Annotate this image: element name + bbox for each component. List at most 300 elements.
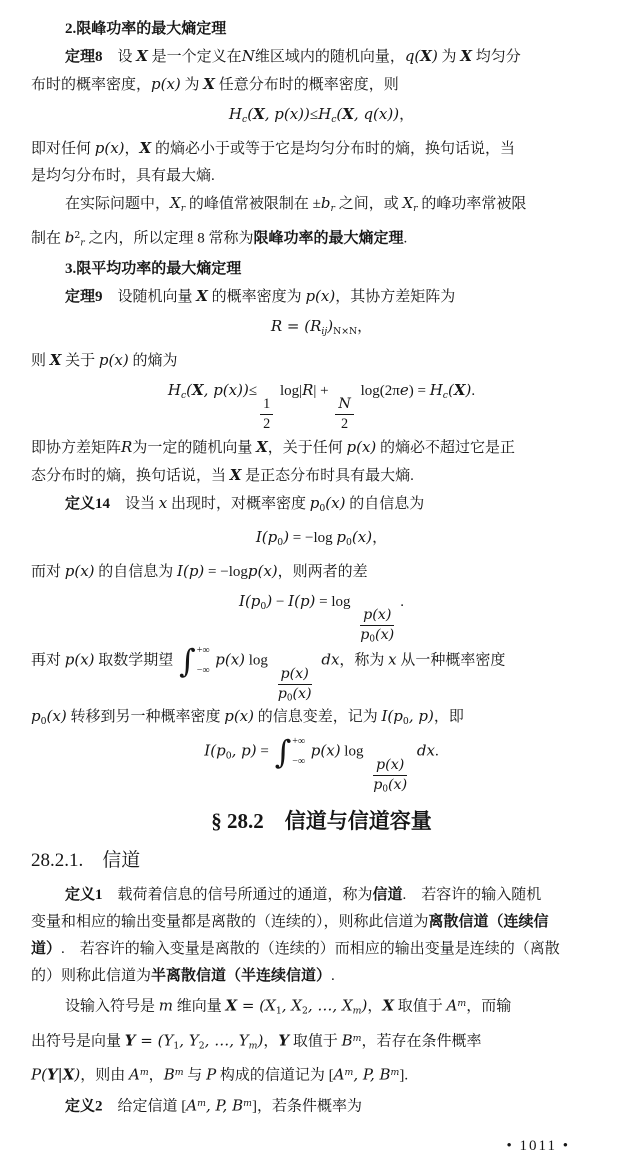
text-run: 0	[369, 634, 376, 645]
text-run: 2.限峰功率的最大熵定理	[65, 21, 227, 37]
text-run: X	[265, 997, 276, 1016]
fraction-numerator	[335, 396, 353, 414]
text-run: ，	[148, 1067, 164, 1084]
fraction-denominator	[338, 415, 351, 432]
text-run: X	[256, 438, 268, 457]
definition14-line2	[31, 558, 612, 586]
text-run: 任意分布时的概率密度，则	[214, 77, 399, 93]
text-run: Y	[278, 1031, 290, 1050]
fraction	[260, 396, 273, 432]
text-run: ，若存在条件概率	[361, 1033, 482, 1050]
text-run: ，则两者的差	[277, 563, 368, 580]
text-run: 是正态分布时具有最大熵.	[241, 468, 414, 485]
text-run: 转移到另一种概率密度	[66, 709, 225, 726]
theorem9-line1	[31, 283, 612, 311]
text-run: 的概率密度为	[207, 288, 306, 305]
integral	[179, 642, 210, 681]
text-run: | +	[313, 382, 333, 399]
text-run: X	[382, 997, 394, 1016]
text-run: ，	[372, 529, 388, 546]
fraction-numerator	[373, 757, 407, 775]
text-run: Y	[46, 1065, 58, 1084]
text-run: ，	[357, 318, 373, 335]
text-run: 给定信道 [	[102, 1098, 187, 1115]
text-run: , …,	[204, 1031, 239, 1050]
text-run: m	[158, 997, 173, 1016]
text-run: 0	[225, 750, 232, 762]
text-run: X	[402, 193, 414, 212]
text-run: 载荷着信息的信号所通过的通道，称为	[102, 887, 373, 904]
text-run: = log	[315, 593, 355, 610]
text-run: I(p)	[177, 561, 205, 580]
text-run: x	[388, 650, 397, 669]
text-run: P	[362, 1065, 370, 1084]
text-run: p(x)	[224, 707, 254, 726]
text-run: 均匀分	[471, 49, 521, 65]
text-run: X	[420, 47, 432, 65]
text-run: 之内，所以定理 8 常称为	[84, 230, 254, 247]
text-run: = −log	[289, 529, 337, 546]
text-run: )	[431, 47, 438, 65]
text-run: 2	[301, 1005, 308, 1017]
text-run: 设	[102, 49, 137, 65]
text-run: 0	[286, 693, 293, 704]
text-run: X	[203, 75, 215, 93]
text-run: H	[167, 380, 181, 399]
text-run: )	[257, 1031, 264, 1050]
text-run: 定义2	[65, 1098, 103, 1115]
text-run: 半离散信道（半连续信道）	[151, 968, 332, 985]
text-run: (x)	[46, 707, 67, 726]
text-run: =	[256, 743, 273, 760]
text-run: p(x)	[151, 75, 181, 93]
text-run: 信道	[372, 887, 403, 904]
text-run: X	[460, 47, 472, 65]
text-run: R	[310, 316, 322, 335]
text-run: p(x)	[64, 650, 95, 669]
text-run: 设随机向量	[102, 288, 197, 305]
definition1-line2	[31, 909, 612, 936]
text-run: 0	[260, 600, 267, 612]
text-run: 离散信道（连续信	[428, 914, 549, 931]
text-run: ≤	[248, 382, 258, 399]
text-run: x	[158, 494, 168, 513]
text-run: p(x)	[280, 666, 309, 683]
text-run: 是一个定义在	[147, 49, 242, 65]
definition1-line1	[31, 882, 612, 909]
text-run: .	[434, 743, 439, 760]
text-run: ，即	[433, 709, 464, 726]
text-run: 设输入符号是	[65, 999, 159, 1016]
text-run: 之间，或	[334, 195, 403, 212]
heading-peak-power-theorem	[31, 16, 612, 43]
text-run: H	[318, 105, 332, 123]
text-run: p	[31, 707, 41, 726]
text-run: p(x)	[305, 286, 336, 305]
theorem8-line1	[31, 43, 612, 71]
text-run: p(x)	[98, 350, 129, 369]
fraction-numerator	[278, 666, 312, 684]
text-run: m	[248, 1040, 258, 1052]
text-run: 的熵为	[128, 352, 178, 369]
practical-note-line1	[31, 190, 612, 222]
text-run: 为	[180, 77, 204, 93]
text-run: p	[277, 685, 287, 702]
definition1-line4	[31, 963, 612, 990]
text-run: I(p	[204, 741, 226, 760]
text-run: X	[291, 997, 302, 1016]
text-run: 2	[198, 1040, 205, 1052]
text-run: , p)	[231, 741, 257, 760]
heading-average-power-theorem	[31, 256, 612, 283]
fraction-denominator	[370, 776, 410, 795]
text-run: 1	[275, 1005, 282, 1017]
text-run: (x)	[375, 626, 395, 643]
text-run: P	[215, 1096, 223, 1115]
text-run: 的信息变差，记为	[253, 709, 382, 726]
text-run: 则	[31, 352, 50, 369]
text-run: .	[331, 968, 335, 985]
text-run: )	[361, 997, 368, 1016]
text-run: 变量和相应的输出变量都是离散的（连续的），则称此信道为	[31, 914, 429, 931]
text-run: 在实际问题中，	[65, 195, 171, 212]
section-title: § 28.2 信道与信道容量	[211, 809, 432, 834]
text-run: 关于	[61, 352, 99, 369]
text-run: 定理8	[65, 49, 103, 65]
text-run: X	[342, 105, 354, 123]
integral-lower-limit: −∞	[292, 756, 306, 768]
text-run: B	[379, 1065, 391, 1084]
text-run: N	[338, 396, 351, 413]
text-run: )	[283, 527, 290, 546]
integral-sign-icon: ∫	[179, 642, 196, 681]
text-run: m	[243, 1097, 252, 1109]
channel-setup-line1	[31, 990, 612, 1024]
text-run: )	[74, 1065, 81, 1084]
text-run: q(	[404, 47, 421, 65]
formula-covariance-matrix	[31, 313, 612, 345]
fraction-numerator	[260, 396, 273, 414]
text-run: ，	[367, 999, 383, 1016]
text-run: N×N	[333, 325, 358, 337]
text-run: m	[344, 1067, 354, 1079]
channel-setup-line2	[31, 1025, 612, 1059]
text-run: N	[241, 47, 255, 65]
text-run: X	[192, 380, 204, 399]
definition14-line3	[31, 642, 612, 704]
text-run: 从一种概率密度	[396, 652, 506, 669]
text-run: . 若容许的输入变量是离散的（连续的）而相应的输出变量是连续的（离散	[61, 941, 560, 958]
text-run: m	[352, 1032, 362, 1044]
text-run: = (	[237, 997, 266, 1016]
text-run: 设当	[110, 496, 159, 513]
text-run: ，	[124, 140, 140, 157]
text-run: |	[57, 1065, 63, 1084]
theorem9-line2	[31, 347, 612, 375]
text-run: 的峰功率常被限	[417, 195, 527, 212]
text-run: X	[341, 997, 353, 1016]
text-run: 维向量	[173, 999, 226, 1016]
fraction	[370, 757, 410, 794]
text-run: ，称为	[339, 652, 389, 669]
fraction-denominator	[357, 626, 397, 645]
text-run: X	[253, 105, 265, 123]
text-run: A	[129, 1065, 140, 1084]
text-run: dx	[321, 650, 340, 669]
text-run: 定义1	[65, 887, 103, 904]
text-run: 1	[263, 396, 271, 413]
text-run: I(p	[381, 707, 403, 726]
formula-self-information	[31, 524, 612, 556]
text-run: X	[49, 350, 62, 369]
text-run: r	[413, 202, 418, 214]
text-run: 2	[263, 415, 271, 432]
text-run: 取值于	[394, 999, 447, 1016]
text-run: p(x)	[215, 650, 246, 669]
text-run: p	[360, 626, 370, 643]
text-run: (	[448, 380, 454, 399]
text-run: )	[327, 316, 334, 335]
text-run: B	[341, 1031, 353, 1050]
text-run: 0	[40, 716, 47, 728]
text-run: m	[139, 1067, 149, 1079]
fraction	[275, 666, 315, 703]
text-run: A	[446, 997, 458, 1016]
text-run: .	[471, 382, 476, 399]
text-run: (x)	[325, 494, 346, 513]
integral-upper-limit: +∞	[196, 645, 210, 657]
text-run: 0	[382, 784, 388, 795]
text-run: X	[139, 138, 152, 157]
text-run: 维区域内的随机向量，	[254, 49, 405, 65]
text-run: ，则由	[80, 1067, 129, 1084]
text-run: 2	[341, 415, 349, 432]
text-run: 为一定的随机向量	[132, 440, 257, 457]
text-run: R	[302, 380, 314, 399]
definition1-line3	[31, 936, 612, 963]
theorem8-line2	[31, 71, 612, 99]
text-run: e	[399, 380, 409, 399]
text-run: 的自信息为	[345, 496, 425, 513]
text-run: log|	[276, 382, 303, 399]
text-run: r	[180, 202, 186, 214]
text-run: ,	[369, 1065, 380, 1084]
text-run: p(x)	[247, 561, 278, 580]
text-run: 定义14	[65, 496, 111, 513]
text-run: p(x)	[94, 138, 125, 157]
text-run: , p(x))	[264, 105, 310, 123]
text-run: B	[232, 1096, 244, 1115]
text-run: ,	[205, 1096, 216, 1115]
formula-hc-inequality	[31, 101, 612, 133]
text-run: ].	[399, 1067, 409, 1084]
text-run: ,	[281, 997, 292, 1016]
text-run: (x)	[292, 685, 312, 702]
text-run: 是均匀分布时，具有最大熵.	[31, 167, 215, 184]
subsection-title: 28.2.1. 信道	[31, 850, 141, 872]
fraction	[335, 396, 353, 432]
integral-limits	[292, 737, 305, 767]
text-run: I(p)	[288, 591, 316, 610]
text-run: 0	[277, 536, 284, 548]
practical-note-line2	[31, 222, 612, 256]
text-run: 1	[173, 1040, 180, 1052]
text-run: b	[320, 193, 331, 212]
text-run: 的熵必不超过它是正	[376, 440, 516, 457]
text-run: 再对	[31, 652, 65, 669]
text-run: A	[333, 1065, 345, 1084]
text-run: 的熵必小于或等于它是均匀分布时的熵，换句话说，当	[151, 140, 515, 157]
definition2-line1	[31, 1090, 612, 1121]
text-run: B	[163, 1065, 175, 1084]
page-number: • 1011 •	[506, 1137, 570, 1154]
text-run: 态分布时的熵，换句话说，当	[31, 468, 230, 485]
text-run: , q(x))	[353, 105, 400, 123]
formula-information-difference	[31, 588, 612, 645]
text-run: log	[340, 743, 368, 760]
text-run: 构成的信道记为 [	[216, 1067, 334, 1084]
text-run: 2	[74, 229, 81, 241]
text-run: 定理9	[65, 288, 103, 305]
text-run: P(	[31, 1065, 47, 1084]
text-run: 出符号是向量	[31, 1033, 125, 1050]
text-run: r	[330, 202, 335, 214]
text-run: = (	[135, 1031, 164, 1050]
text-run: 0	[402, 716, 409, 728]
text-run: p	[336, 527, 346, 546]
theorem8-line3	[31, 135, 612, 163]
text-run: X	[136, 47, 148, 65]
text-run: p	[373, 776, 383, 793]
text-run: m	[457, 998, 467, 1010]
text-run: , p(x))	[203, 380, 249, 399]
text-run: 取数学期望	[94, 652, 178, 669]
integral-lower-limit: −∞	[196, 665, 210, 677]
text-run: 与	[183, 1067, 207, 1084]
text-run: Y	[163, 1031, 174, 1050]
theorem9-line3	[31, 434, 612, 462]
text-run: Y	[238, 1031, 249, 1050]
text-run: c	[242, 113, 248, 125]
text-run: I(p	[255, 527, 278, 546]
text-run: X	[229, 466, 242, 485]
text-run: ]，若条件概率为	[251, 1098, 362, 1115]
text-run: X	[62, 1065, 75, 1084]
text-run: . 若容许的输入随机	[402, 887, 542, 904]
text-run: 即协方差矩阵	[31, 440, 122, 457]
text-run: 限峰功率的最大熵定理	[253, 230, 404, 247]
text-run: c	[442, 389, 449, 401]
formula-information-variation	[31, 733, 612, 795]
text-run: 制在	[31, 230, 65, 247]
text-run: X	[196, 286, 208, 305]
fraction-numerator	[360, 607, 394, 625]
text-run: , p)	[408, 707, 434, 726]
text-run: 布时的概率密度，	[31, 77, 152, 93]
text-run: b	[64, 228, 75, 247]
text-run: (	[247, 105, 254, 123]
text-run: ，	[399, 107, 415, 123]
text-run: 取值于	[289, 1033, 342, 1050]
text-run: 而对	[31, 563, 65, 580]
text-run: ij	[321, 325, 328, 337]
text-run: .	[403, 230, 408, 247]
text-run: m	[197, 1097, 206, 1109]
text-run: ，	[263, 1033, 279, 1050]
text-run: p(x)	[363, 607, 392, 624]
text-run: 出现时，对概率密度	[167, 496, 310, 513]
text-run: )	[465, 380, 472, 399]
text-run: (	[186, 380, 193, 399]
text-run: m	[390, 1067, 400, 1079]
channel-setup-line3	[31, 1059, 612, 1090]
text-run: X	[225, 997, 238, 1016]
definition14-line1	[31, 490, 612, 522]
text-run: 的峰值常被限制在 ±	[185, 195, 321, 212]
text-run: log(2π	[356, 382, 400, 399]
text-run: r	[80, 236, 85, 248]
text-run: ，而输	[466, 999, 512, 1016]
fraction	[357, 607, 397, 644]
text-run: 道）	[31, 941, 62, 958]
text-run: log	[245, 652, 272, 669]
fraction-denominator	[275, 685, 315, 704]
integral-sign-icon: ∫	[274, 733, 292, 772]
text-run: ,	[222, 1096, 233, 1115]
integral-limits	[197, 646, 210, 676]
text-run: R	[121, 438, 133, 457]
text-run: m	[352, 1005, 362, 1017]
text-run: H	[429, 380, 443, 399]
text-run: ,	[179, 1031, 189, 1050]
text-run: I(p	[239, 591, 261, 610]
integral	[274, 733, 306, 772]
text-run: ，关于任何	[267, 440, 347, 457]
text-run: 为	[437, 49, 461, 65]
text-run: Y	[124, 1031, 136, 1050]
text-run: A	[186, 1096, 198, 1115]
fraction-denominator	[260, 415, 273, 432]
text-run: )	[266, 591, 273, 610]
text-run: (x)	[387, 776, 408, 793]
text-run: 的）则称此信道为	[31, 968, 152, 985]
text-run: 的自信息为	[94, 563, 178, 580]
text-run: = (	[282, 316, 311, 335]
text-run: p(x)	[376, 757, 405, 774]
text-run: Y	[188, 1031, 199, 1050]
text-run: = −log	[204, 563, 248, 580]
text-run: .	[400, 593, 404, 610]
text-run: ,	[353, 1065, 363, 1084]
text-run: p(x)	[310, 741, 341, 760]
text-run: 0	[346, 536, 352, 548]
theorem8-line4	[31, 163, 612, 190]
text-run: c	[180, 389, 187, 401]
text-run: dx	[416, 741, 435, 760]
text-run: P	[206, 1065, 217, 1084]
text-run: H	[228, 105, 242, 123]
formula-entropy-upper-bound	[31, 377, 612, 432]
text-run: ，其协方差矩阵为	[335, 288, 456, 305]
text-run: m	[174, 1067, 184, 1079]
text-run: R	[270, 316, 283, 335]
text-run: 即对任何	[31, 140, 95, 157]
text-run: (	[336, 105, 343, 123]
text-run: c	[331, 113, 337, 125]
text-run: X	[170, 193, 181, 212]
definition14-line4	[31, 703, 612, 735]
text-run: p	[309, 494, 320, 513]
